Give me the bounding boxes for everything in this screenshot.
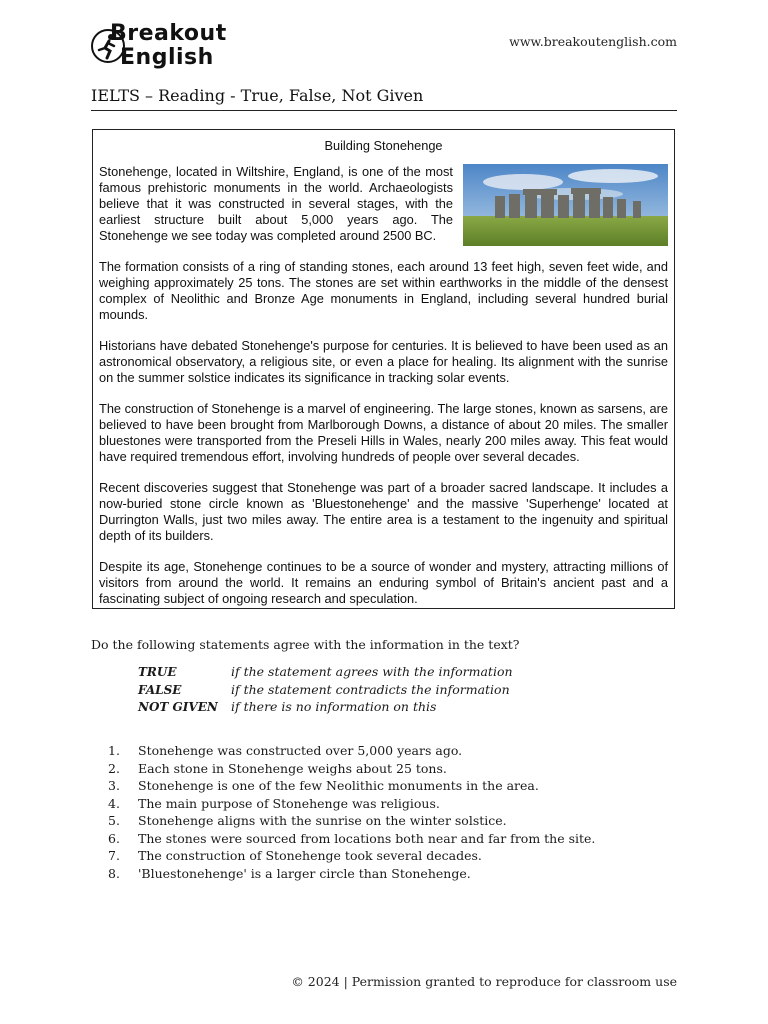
statement-number: 6. [108, 830, 120, 846]
statement-text: 'Bluestonehenge' is a larger circle than Stonehenge. [138, 865, 471, 881]
passage-title: Building Stonehenge [324, 138, 443, 153]
statement-text: The stones were sourced from locations both near and far from the site. [138, 830, 596, 846]
statement-text: The main purpose of Stonehenge was religious. [138, 795, 440, 811]
statement-text: Each stone in Stonehenge weighs about 25 tons. [138, 760, 447, 776]
statement-item [108, 813, 668, 831]
statement-number: 7. [108, 848, 120, 863]
statement-number: 8. [108, 865, 120, 881]
site-url: www.breakoutenglish.com [509, 34, 677, 49]
statement-item [108, 743, 668, 761]
key-description: if there is no information on this [231, 699, 437, 714]
key-row [138, 664, 513, 682]
stonehenge-photo [463, 164, 668, 246]
statement-item [108, 761, 668, 779]
statement-item [108, 796, 668, 814]
passage-paragraph-1 [99, 164, 668, 244]
passage-paragraph-2: The formation consists of a ring of standing stones, each around 13 feet high, seven feet wide, and weighing approximately 25 tons. The stones are set within earthworks in the middle of the densest complex of Neolithic and Bronze Age monuments in England, including several hundred burial mounds. [99, 259, 668, 322]
statement-item [108, 848, 668, 866]
page-header [91, 22, 677, 82]
statement-number: 2. [108, 760, 120, 776]
statement-number: 3. [108, 778, 120, 793]
key-term: FALSE [138, 682, 182, 697]
logo-line-2: English [120, 45, 214, 70]
key-description: if the statement agrees with the information [231, 664, 513, 679]
title-bar [91, 86, 677, 111]
key-row [138, 682, 513, 700]
statement-text: Stonehenge was constructed over 5,000 years ago. [138, 743, 463, 758]
passage-paragraph-5: Recent discoveries suggest that Stonehenge was part of a broader sacred landscape. It includes a now-buried stone circle known as 'Bluestonehenge' and the massive 'Superhenge' located at Durrington Walls, just two miles away. The entire area is a testament to the ingenuity and spiritual depth of its builders. [99, 480, 668, 543]
reading-passage [92, 129, 675, 609]
statement-list [108, 743, 668, 883]
statement-item [108, 831, 668, 849]
passage-paragraph-4: The construction of Stonehenge is a marvel of engineering. The large stones, known as sarsens, are believed to have been brought from Marlborough Downs, a distance of about 20 miles. The smaller bluestones were transported from the Preseli Hills in Wales, nearly 200 miles away. This feat would have required tremendous effort, involving hundreds of people over several decades. [99, 401, 668, 464]
key-description: if the statement contradicts the information [231, 681, 510, 697]
paragraph-text: Stonehenge, located in Wiltshire, England, is one of the most famous prehistoric monuments in the world. Archaeologists believe that it was constructed in several stages, with the earliest structure built about 5,000 years ago. The Stonehenge we see today was completed around 2500 BC. [99, 164, 453, 243]
passage-paragraph-6: Despite its age, Stonehenge continues to be a source of wonder and mystery, attracting millions of visitors from around the world. It remains an enduring symbol of Britain's ancient past and a fascinating subject of ongoing research and speculation. [99, 559, 668, 606]
key-term: TRUE [138, 665, 177, 679]
key-row [138, 699, 513, 717]
statement-number: 4. [108, 795, 120, 811]
copyright-footer: © 2024 | Permission granted to reproduce for classroom use [291, 974, 677, 989]
statement-number: 1. [108, 743, 120, 758]
passage-paragraph-3: Historians have debated Stonehenge's purpose for centuries. It is believed to have been used as an astronomical observatory, a religious site, or even a place for healing. Its alignment with the sunrise on the summer solstice indicates its significance in tracking solar events. [99, 338, 668, 385]
statement-item [108, 866, 668, 884]
page-title: IELTS – Reading - True, False, Not Given [91, 86, 424, 105]
key-term: NOT GIVEN [138, 700, 218, 714]
logo-line-1: Breakout [110, 21, 227, 46]
statement-text: Stonehenge aligns with the sunrise on the winter solstice. [138, 813, 507, 828]
breakout-english-logo [91, 22, 251, 78]
answer-key-legend [138, 664, 513, 717]
statement-text: Stonehenge is one of the few Neolithic monuments in the area. [138, 778, 539, 793]
statement-number: 5. [108, 813, 120, 828]
statement-item [108, 778, 668, 796]
question-instructions: Do the following statements agree with the information in the text? [91, 637, 520, 652]
statement-text: The construction of Stonehenge took several decades. [138, 848, 482, 863]
